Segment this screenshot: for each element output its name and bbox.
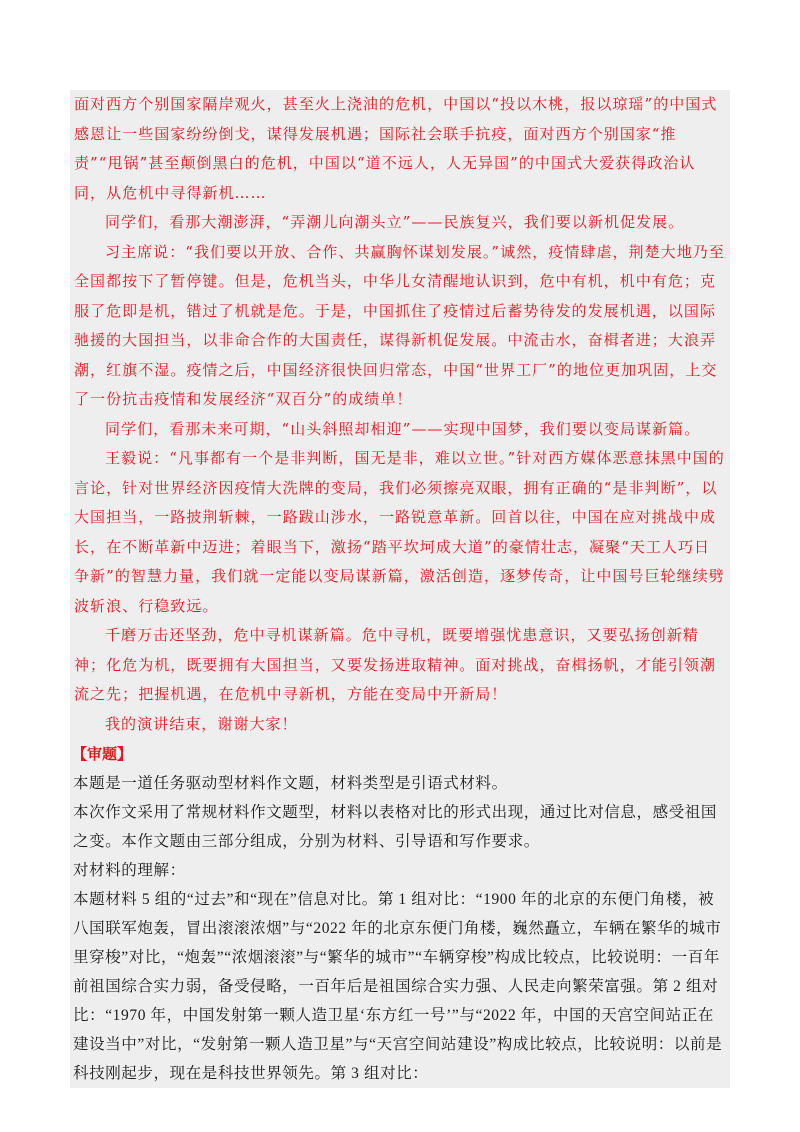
document-content [70, 90, 730, 1088]
speech-paragraph: 千磨万击还坚劲，危中寻机谋新篇。危中寻机，既要增强忧患意识，又要弘扬创新精神；化危为机，既要拥有大国担当，又要发扬进取精神。面对挑战，奋楫扬帆，才能引领潮流之先；把握机遇，在危机中寻新机，方能在变局中开新局！ [74, 626, 717, 703]
speech-paragraph: 面对西方个别国家隔岸观火，甚至火上浇油的危机，中国以“投以木桃，报以琼瑶”的中国式感恩让一些国家纷纷倒戈，谋得发展机遇；国际社会联手抗疫，面对西方个别国家“推责”“甩锅”甚至颠倒黑白的危机，中国以“道不远人，人无异国”的中国式大爱获得政治认同，从危机中寻得新机…… [74, 95, 718, 202]
speech-paragraph: 同学们，看那大潮澎湃，“弄潮儿向潮头立”——民族复兴，我们要以新机促发展。 [105, 213, 685, 231]
speech-paragraph: 习主席说：“我们要以开放、合作、共赢胸怀谋划发展。”诚然，疫情肆虐，荆楚大地乃至全国都按下了暂停键。但是，危机当头，中华儿女清醒地认识到，危中有机，机中有危；克服了危即是机，错过了机就是危。于是，中国抓住了疫情过后蓄势待发的发展机遇，以国际驰援的大国担当，以非命合作的大国责任，谋得新机促发展。中流击水，奋楫者进；大浪弄潮，红旗不湿。疫情之后，中国经济很快回归常态，中国“世界工厂”的地位更加巩固，上交了一份抗击疫情和发展经济“双百分”的成绩单！ [74, 242, 725, 408]
section-heading: 【审题】 [72, 745, 133, 763]
speech-paragraph: 王毅说：“凡事都有一个是非判断，国无是非，难以立世。”针对西方媒体恶意抹黑中国的言论，针对世界经济因疫情大洗牌的变局，我们必须擦亮双眼，拥有正确的“是非判断”，以大国担当，一路披荆斩棘，一路跋山涉水，一路锐意革新。回首以往，中国在应对挑战中成长，在不断革新中迈进；着眼当下，激扬“踏平坎坷成大道”的豪情壮志，凝聚“天工人巧日争新”的智慧力量，我们就一定能以变局谋新篇，激活创造，逐梦传奇，让中国号巨轮继续劈波斩浪、行稳致远。 [74, 449, 725, 615]
analysis-section [70, 769, 730, 1088]
speech-section [70, 90, 730, 739]
analysis-paragraph: 本题是一道任务驱动型材料作文题，材料类型是引语式材料。 [73, 775, 508, 792]
analysis-paragraph: 本题材料 5 组的“过去”和“现在”信息对比。第 1 组对比：“1900 年的北京的东便门角楼，被八国联军炮轰，冒出滚滚浓烟”与“2022 年的北京东便门角楼，巍然矗立，车辆在繁华的城市里穿梭”对比，“炮轰”“浓烟滚滚”与“繁华的城市”“车辆穿梭”构成比较点，比较说明：一百年前祖国综合实力弱，备受侵略，一百年后是祖国综合实力强、人民走向繁荣富强。第 2 组对比：“1970 年，中国发射第一颗人造卫星‘东方红一号’”与“2022 年，中国的天宫空间站正在建设当中”对比，“发射第一颗人造卫星”与“天宫空间站建设”构成比较点，比较说明：以前是科技刚起步，现在是科技世界领先。第 3 组对比： [73, 891, 723, 1082]
analysis-paragraph: 本次作文采用了常规材料作文题型，材料以表格对比的形式出现，通过比对信息，感受祖国之变。本作文题由三部分组成，分别为材料、引导语和写作要求。 [73, 804, 718, 850]
speech-paragraph: 我的演讲结束，谢谢大家！ [105, 714, 298, 733]
speech-paragraph: 同学们，看那未来可期，“山头斜照却相迎”——实现中国梦，我们要以变局谋新篇。 [105, 419, 701, 438]
analysis-paragraph: 对材料的理解： [73, 862, 186, 879]
